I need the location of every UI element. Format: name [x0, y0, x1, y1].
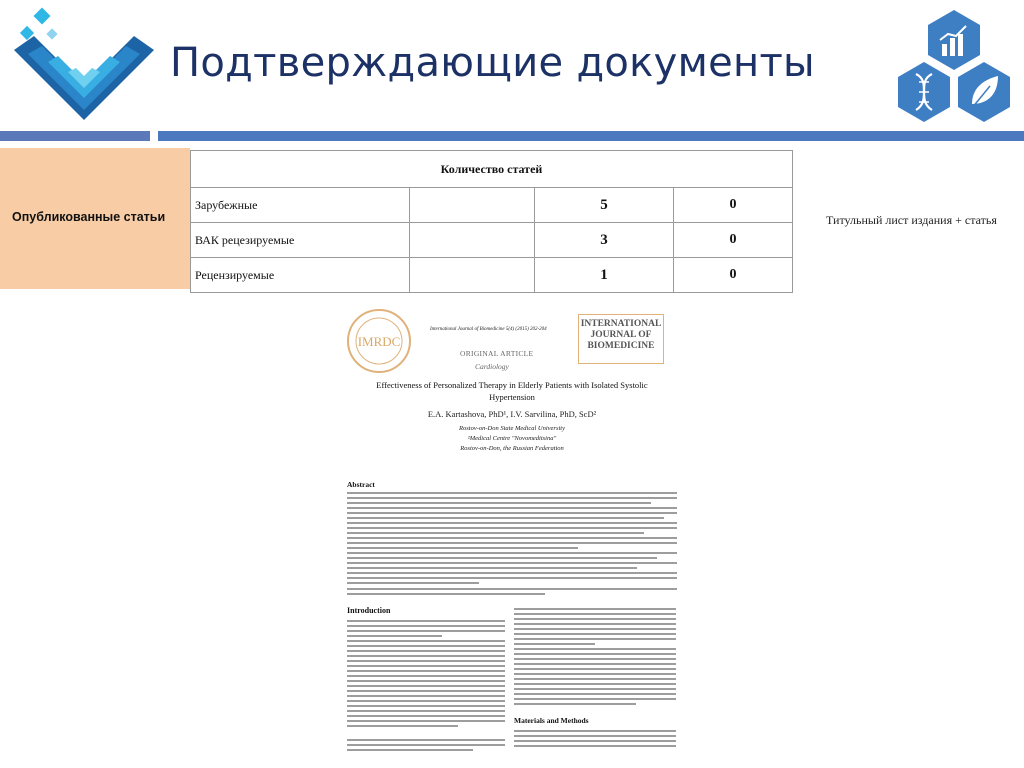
second-cell: 0	[674, 258, 793, 293]
second-cell: 0	[674, 223, 793, 258]
methods-text	[514, 730, 676, 750]
articles-table	[190, 150, 793, 293]
table-header: Количество статей	[191, 151, 793, 188]
intro-column-text	[347, 620, 505, 754]
leaf-hexagon-icon	[958, 62, 1010, 122]
article-scan	[334, 296, 690, 768]
article-title-line2: Hypertension	[489, 392, 535, 402]
empty-cell	[410, 188, 535, 223]
title-rule-left	[0, 131, 150, 141]
chevron-logo-icon	[14, 6, 154, 128]
note-text: Титульный лист издания + статья	[826, 213, 997, 227]
citation-line: International Journal of Biomedicine 5(4) (2015) 202-204	[430, 327, 547, 332]
affiliation: ²Medical Centre "Novomeditsina"	[467, 435, 557, 442]
chart-hexagon-icon	[928, 10, 980, 70]
count-cell: 1	[535, 258, 674, 293]
hexagon-icon-cluster	[890, 8, 1018, 126]
abstract-text-block	[347, 492, 677, 598]
methods-heading: Materials and Methods	[514, 716, 589, 725]
empty-cell	[410, 258, 535, 293]
row-label-reviewed: Рецензируемые	[191, 258, 410, 293]
article-section: Cardiology	[475, 362, 509, 371]
title-rule-right	[158, 131, 1024, 141]
right-column-text	[514, 608, 676, 708]
affiliation: Rostov-on-Don, the Russian Federation	[460, 445, 564, 452]
count-cell: 5	[535, 188, 674, 223]
row-label-vak: ВАК рецезируемые	[191, 223, 410, 258]
count-cell: 3	[535, 223, 674, 258]
table-row	[191, 188, 793, 223]
article-title-line1: Effectiveness of Personalized Therapy in Elderly Patients with Isolated Systolic	[376, 380, 648, 390]
row-label-foreign: Зарубежные	[191, 188, 410, 223]
page-title: Подтверждающие документы	[170, 40, 815, 86]
article-type: ORIGINAL ARTICLE	[460, 349, 534, 358]
table-row	[191, 258, 793, 293]
abstract-heading: Abstract	[347, 480, 375, 489]
introduction-heading: Introduction	[347, 606, 391, 615]
row-label-cell	[0, 148, 190, 289]
table-header-row	[191, 151, 793, 188]
journal-logo: INTERNATIONAL JOURNAL OF BIOMEDICINE	[578, 314, 664, 364]
article-authors: E.A. Kartashova, PhD¹, I.V. Sarvilina, PhD, ScD²	[427, 409, 597, 419]
table-row	[191, 223, 793, 258]
seal-icon	[346, 308, 412, 374]
second-cell: 0	[674, 188, 793, 223]
row-label: Опубликованные статьи	[12, 210, 166, 224]
empty-cell	[410, 223, 535, 258]
seal-text: IMRDC	[357, 334, 401, 349]
dna-hexagon-icon	[898, 62, 950, 122]
affiliation: Rostov-on-Don State Medical University	[459, 425, 565, 432]
